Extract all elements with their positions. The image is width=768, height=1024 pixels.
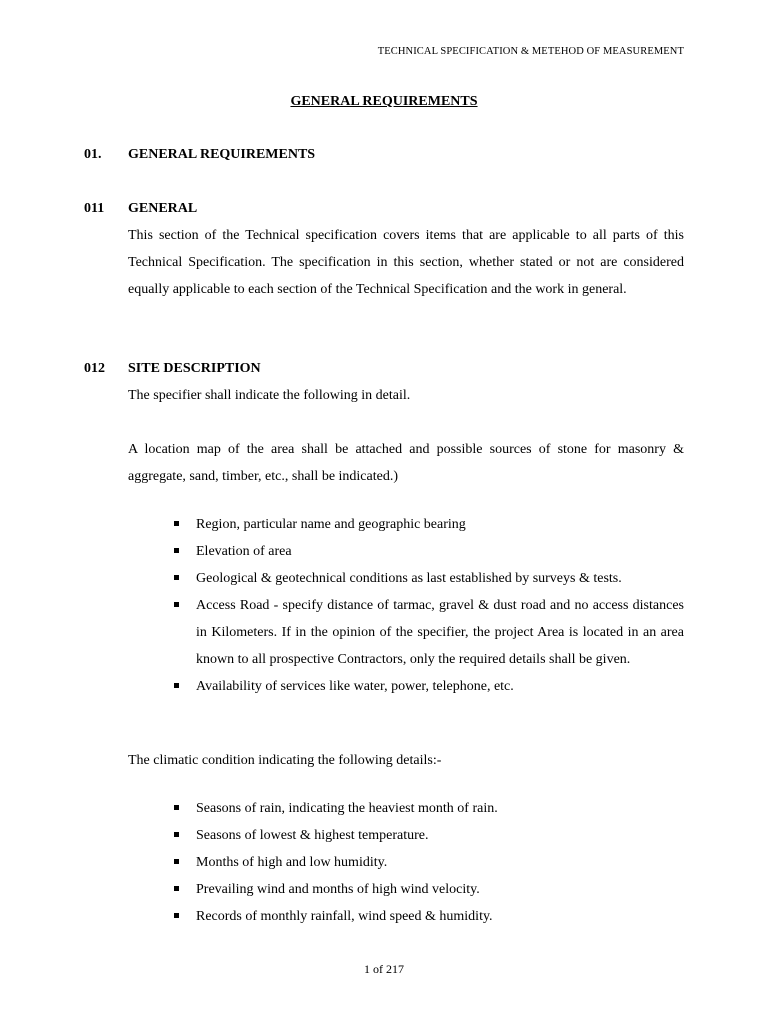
- climatic-intro-paragraph: The climatic condition indicating the following details:-: [128, 753, 442, 768]
- list-item: Access Road - specify distance of tarmac, gravel & dust road and no access distances in Kilometers. If in the opinion of the specifier, the project Area is located in an area known to all prospective Contractors, only the required details shall be given.: [128, 592, 684, 673]
- section-title: SITE DESCRIPTION: [128, 361, 261, 376]
- section-title: GENERAL REQUIREMENTS: [128, 147, 316, 162]
- list-item: Prevailing wind and months of high wind velocity.: [128, 876, 684, 903]
- document-title: GENERAL REQUIREMENTS: [290, 94, 478, 109]
- section-heading-01: [84, 147, 315, 163]
- section-heading-012: [84, 361, 261, 377]
- section-title: GENERAL: [128, 201, 198, 216]
- page-number: 1 of 217: [364, 962, 404, 976]
- list-item: Geological & geotechnical conditions as last established by surveys & tests.: [128, 565, 684, 592]
- list-item: Elevation of area: [128, 538, 684, 565]
- running-header: TECHNICAL SPECIFICATION & METEHOD OF MEASUREMENT: [377, 46, 684, 57]
- list-item: Seasons of lowest & highest temperature.: [128, 822, 684, 849]
- general-paragraph: This section of the Technical specification covers items that are applicable to all parts of this Technical Specification. The specification in this section, whether stated or not are considered equally applicable to each section of the Technical Specification and the work in general.: [128, 228, 684, 297]
- section-number: 012: [84, 361, 105, 376]
- list-item: Region, particular name and geographic bearing: [128, 511, 684, 538]
- list-item: Availability of services like water, power, telephone, etc.: [128, 673, 684, 700]
- list-item: Records of monthly rainfall, wind speed & humidity.: [128, 903, 684, 930]
- site-description-list: [128, 511, 684, 700]
- section-number: 01.: [84, 147, 102, 162]
- section-heading-011: [84, 201, 197, 217]
- location-map-paragraph: A location map of the area shall be attached and possible sources of stone for masonry & aggregate, sand, timber, etc., shall be indicated.): [128, 442, 684, 484]
- section-number: 011: [84, 201, 105, 216]
- climatic-conditions-list: [128, 795, 684, 930]
- list-item: Seasons of rain, indicating the heaviest month of rain.: [128, 795, 684, 822]
- list-item: Months of high and low humidity.: [128, 849, 684, 876]
- site-intro-paragraph: The specifier shall indicate the following in detail.: [128, 388, 411, 403]
